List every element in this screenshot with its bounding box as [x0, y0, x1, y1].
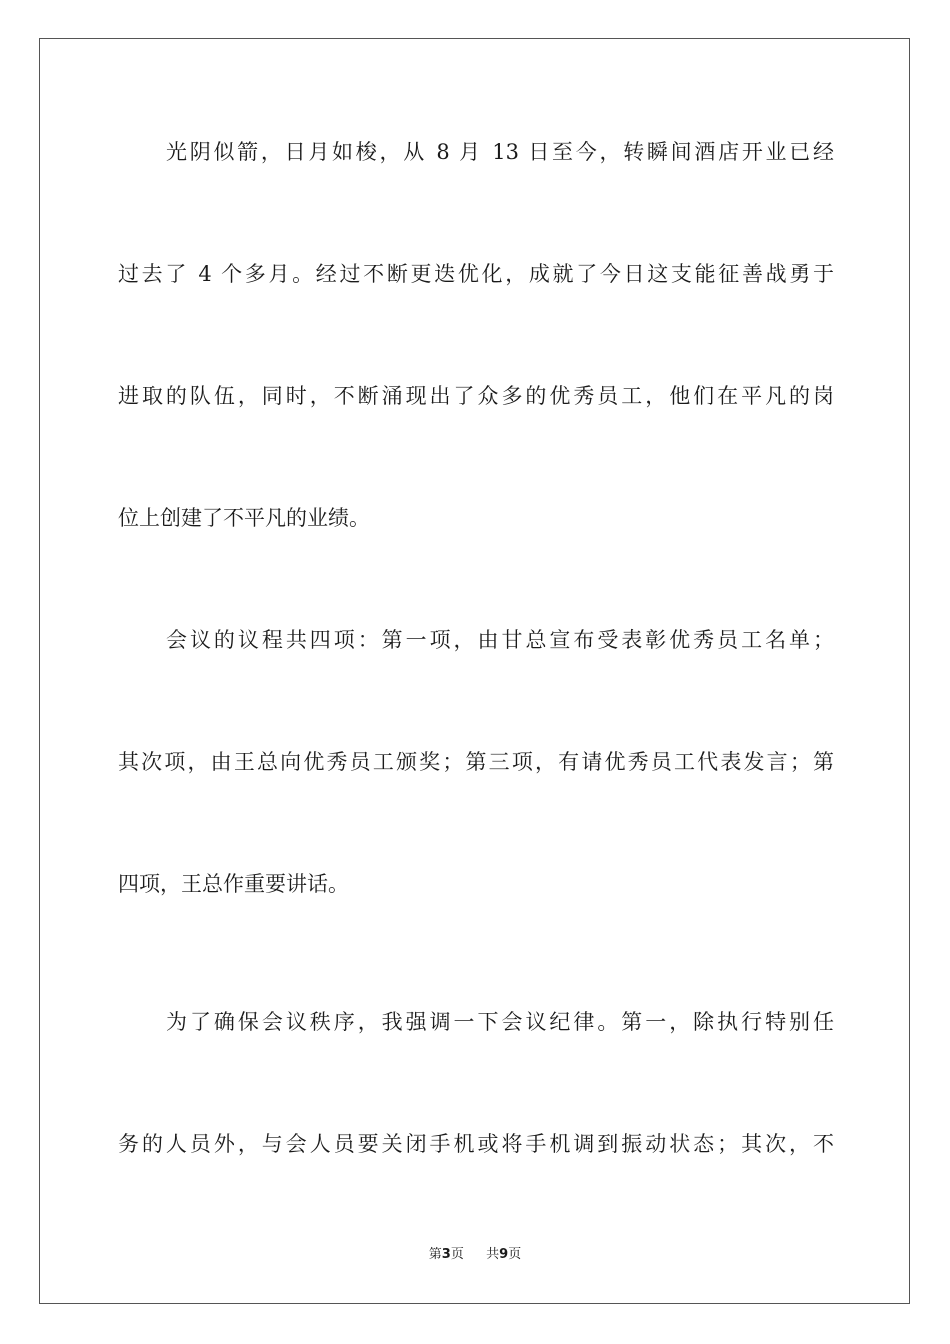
text-line-7: 四项，王总作重要讲话。	[118, 872, 349, 896]
text-line-4: 位上创建了不平凡的业绩。	[118, 506, 370, 530]
page-number: 第3页	[428, 1247, 464, 1262]
page-total: 共9页	[486, 1247, 522, 1262]
text-line-2: 过去了 4 个多月。经过不断更迭优化，成就了今日这支能征善战勇于	[118, 262, 834, 286]
text-line-5: 会议的议程共四项：第一项，由甘总宣布受表彰优秀员工名单；	[166, 628, 834, 652]
page-border	[39, 38, 910, 1304]
text-line-3: 进取的队伍，同时，不断涌现出了众多的优秀员工，他们在平凡的岗	[118, 384, 834, 408]
text-line-9: 务的人员外，与会人员要关闭手机或将手机调到振动状态；其次，不	[118, 1132, 834, 1156]
page-footer	[0, 1246, 950, 1264]
text-line-6: 其次项，由王总向优秀员工颁奖；第三项，有请优秀员工代表发言；第	[118, 750, 834, 774]
text-line-8: 为了确保会议秩序，我强调一下会议纪律。第一，除执行特别任	[166, 1010, 834, 1034]
text-line-1: 光阴似箭，日月如梭，从 8 月 13 日至今，转瞬间酒店开业已经	[166, 140, 834, 164]
